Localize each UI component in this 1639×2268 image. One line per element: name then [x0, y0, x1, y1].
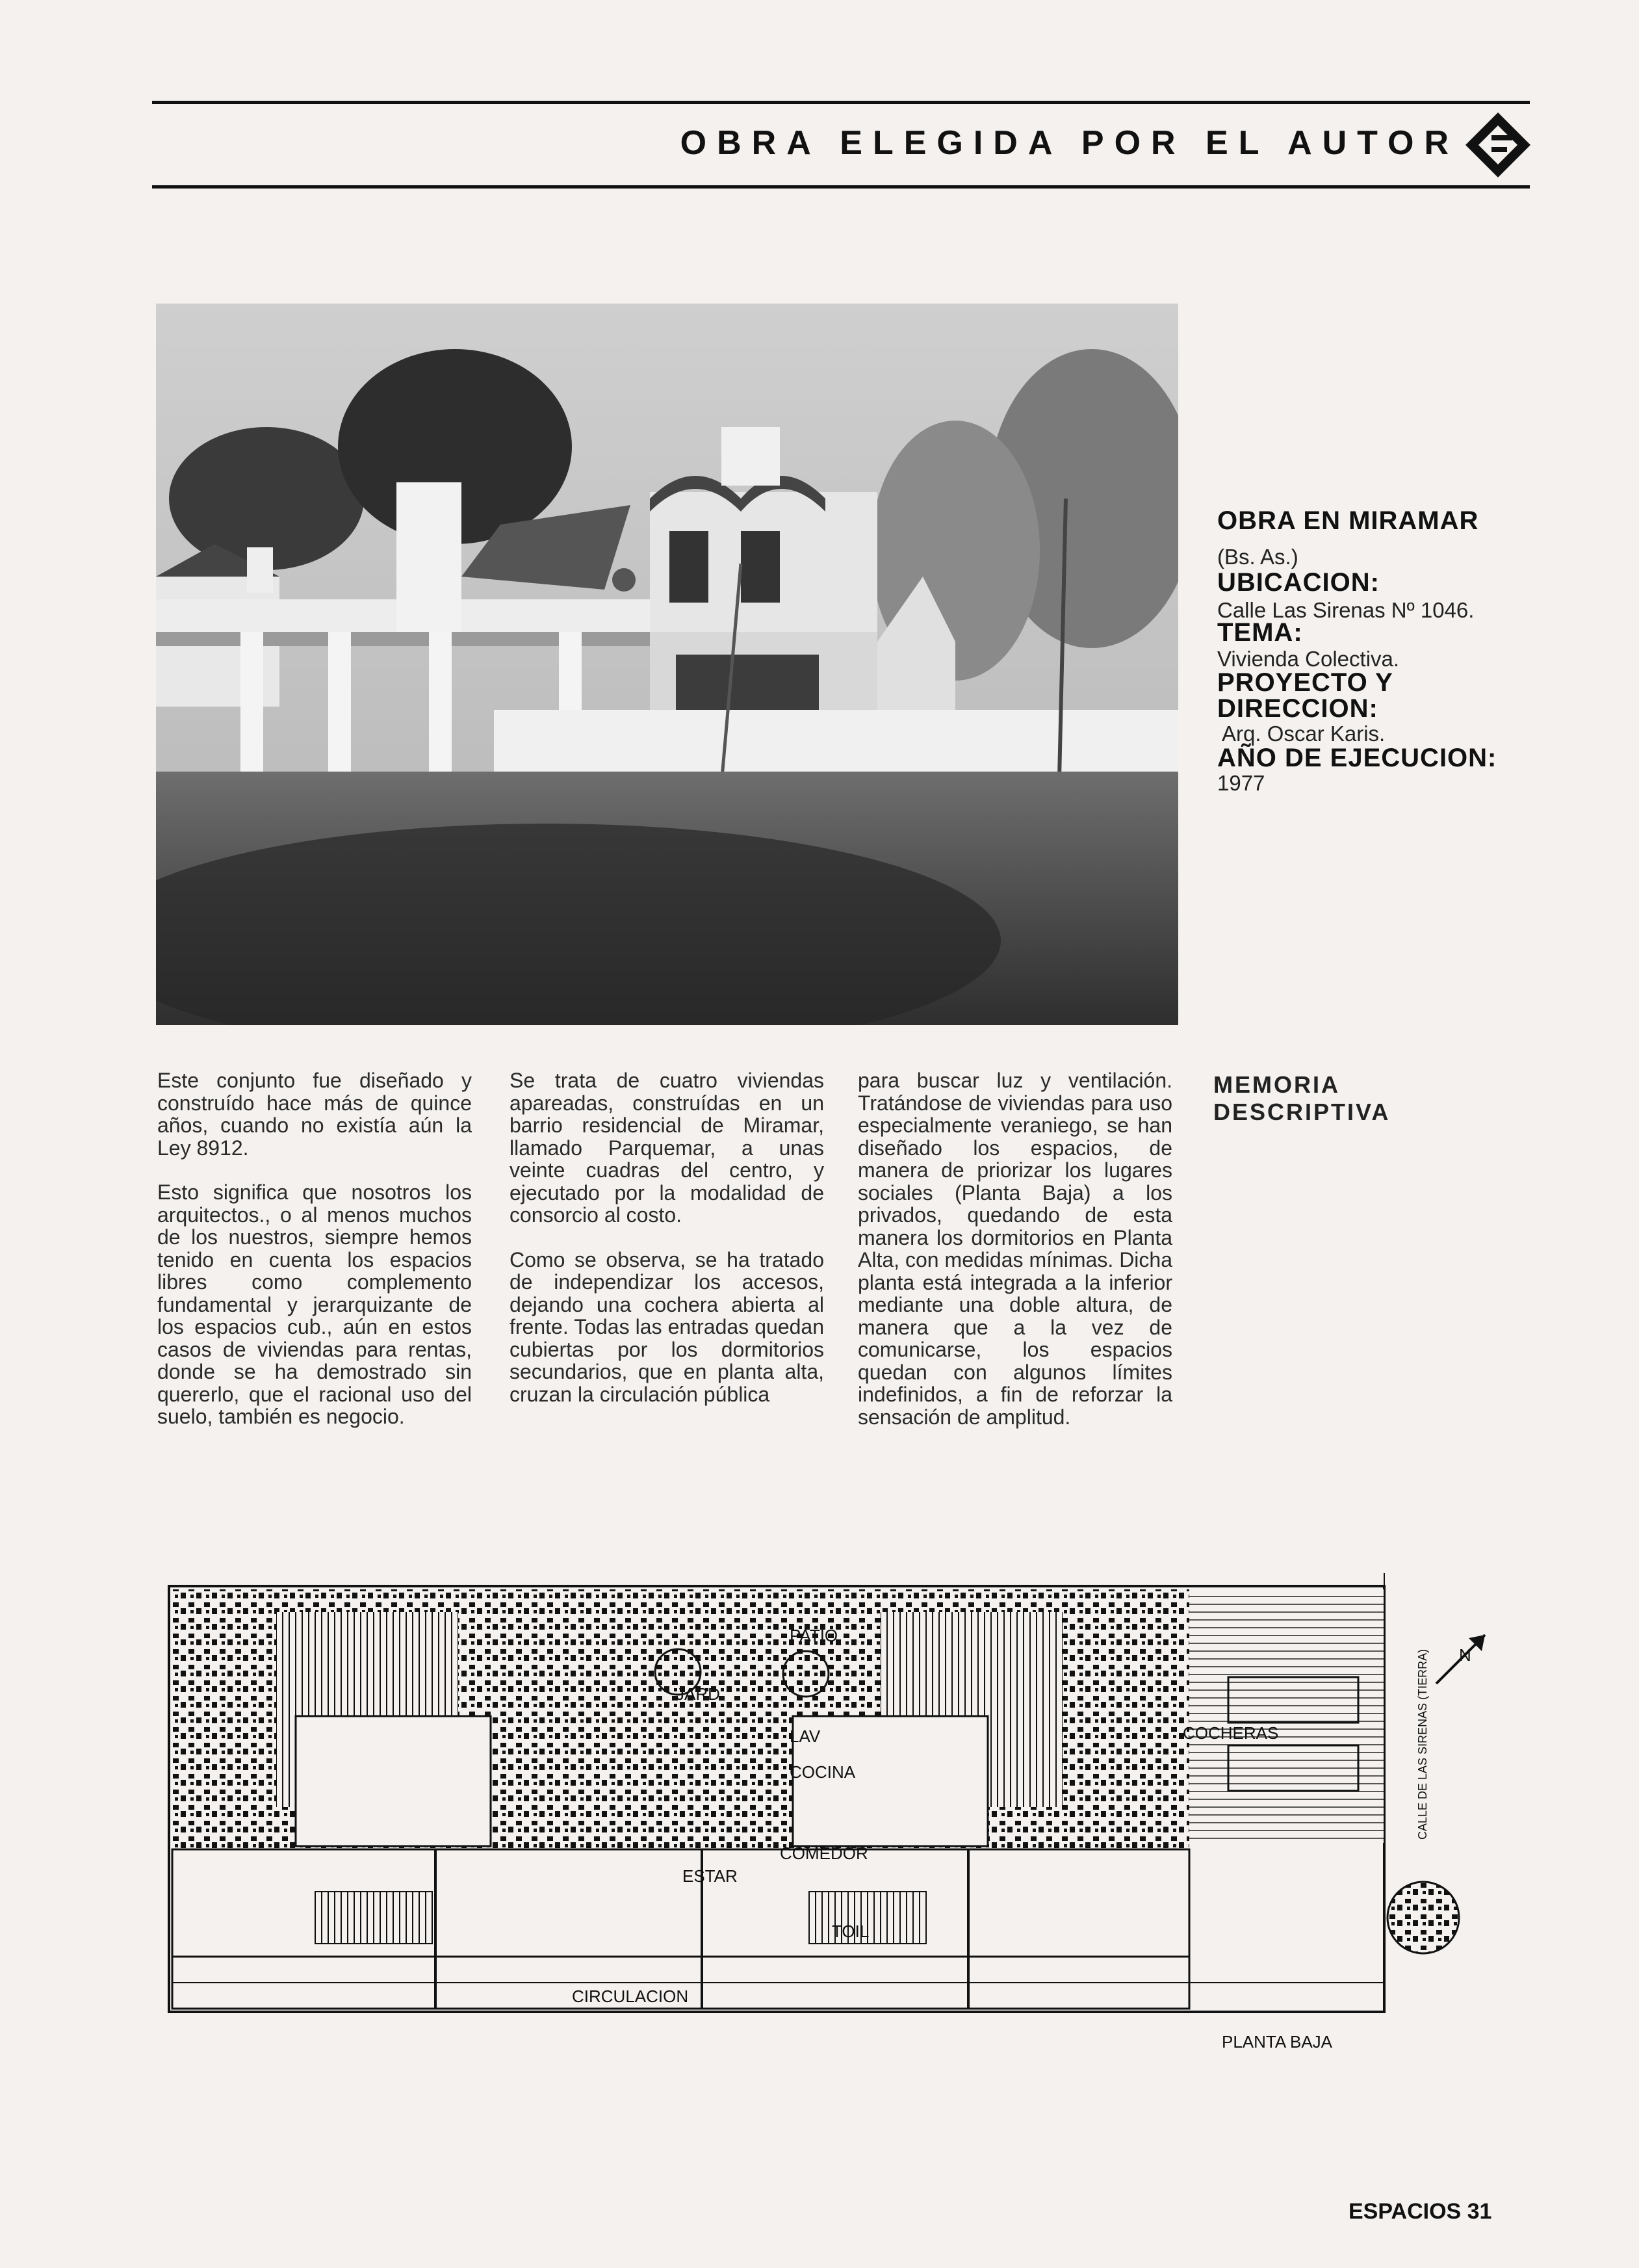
proyecto-label-2: DIRECCION: [1217, 694, 1378, 723]
tema-value: Vivienda Colectiva. [1217, 647, 1400, 671]
proyecto-value: Arq. Oscar Karis. [1222, 722, 1386, 746]
text-column-2 [510, 1069, 824, 1427]
plan-label-planta: PLANTA BAJA [1222, 2032, 1333, 2052]
header-top-rule [152, 101, 1530, 104]
plan-label-jardin: JARD [676, 1684, 720, 1704]
section-title: OBRA ELEGIDA POR EL AUTOR [680, 124, 1459, 162]
plan-label-comedor: COMEDOR [780, 1844, 868, 1863]
north-label: N [1459, 1645, 1471, 1665]
anio-label: AÑO DE EJECUCION: [1217, 744, 1497, 772]
work-location-sub: (Bs. As.) [1217, 545, 1298, 569]
text-column-3 [858, 1069, 1172, 1450]
magazine-logo-icon [1462, 109, 1534, 181]
paragraph: Esto significa que nosotros los arquitectos., o al menos muchos de los nuestros, siempre hemos tenido en cuenta los espacios libres como complemento fundamental y jerarquizante de los espacios cub., aún en estos casos de viviendas para rentas, donde se ha demostrado sin quererlo, que el racional uso del suelo, también es negocio. [157, 1180, 472, 1428]
floor-plan [156, 1554, 1521, 2061]
proyecto-label-1: PROYECTO Y [1217, 668, 1393, 697]
text-column-1 [157, 1069, 472, 1450]
plan-label-calle: CALLE DE LAS SIRENAS (TIERRA) [1416, 1649, 1429, 1840]
ubicacion-label: UBICACION: [1217, 568, 1380, 597]
plan-label-circulacion: CIRCULACION [572, 1987, 689, 2006]
tema-label: TEMA: [1217, 618, 1303, 647]
header-bottom-rule [152, 185, 1530, 189]
plan-label-cocheras: COCHERAS [1183, 1723, 1279, 1743]
paragraph: Se trata de cuatro viviendas apareadas, construídas en un barrio residencial de Miramar, llamado Parquemar, a unas veinte cuadras del centro, y ejecutado por la modalidad de consorcio al costo. [510, 1069, 824, 1227]
ubicacion-value: Calle Las Sirenas Nº 1046. [1217, 598, 1475, 622]
plan-label-lav: LAV [790, 1727, 821, 1746]
memoria-line-2: DESCRIPTIVA [1213, 1099, 1391, 1125]
paragraph: Este conjunto fue diseñado y construído hace más de quince años, cuando no existía aún la Ley 8912. [157, 1069, 472, 1160]
plan-label-toil: TOIL [832, 1922, 870, 1941]
paragraph: para buscar luz y ventilación. Tratándose de viviendas para uso especialmente veraniego, se han diseñado los espacios, de manera de priorizar los lugares sociales (Planta Baja) a los privados, quedando de esta manera los dormitorios en Planta Alta, con medidas mínimas. Dicha planta está integrada a la inferior mediante una doble altura, de manera que a la vez de comunicarse, los espacios quedan con algunos límites indefinidos, a fin de reforzar la sensación de amplitud. [858, 1069, 1172, 1429]
memoria-line-1: MEMORIA [1213, 1071, 1340, 1098]
plan-label-cocina: COCINA [790, 1762, 856, 1782]
plan-label-patio: PATIO [790, 1626, 838, 1645]
page-footer: ESPACIOS 31 [1349, 2199, 1492, 2224]
paragraph: Como se observa, se ha tratado de independizar los accesos, dejando una cochera abierta al frente. Todas las entradas quedan cubiertas por los dormitorios secundarios, que en planta alta, cruzan la circulación pública [510, 1247, 824, 1406]
memoria-heading [1213, 1071, 1486, 1126]
anio-value: 1977 [1217, 771, 1265, 795]
building-photo [156, 304, 1178, 1025]
work-title: OBRA EN MIRAMAR [1217, 506, 1479, 535]
plan-label-estar: ESTAR [682, 1866, 738, 1886]
